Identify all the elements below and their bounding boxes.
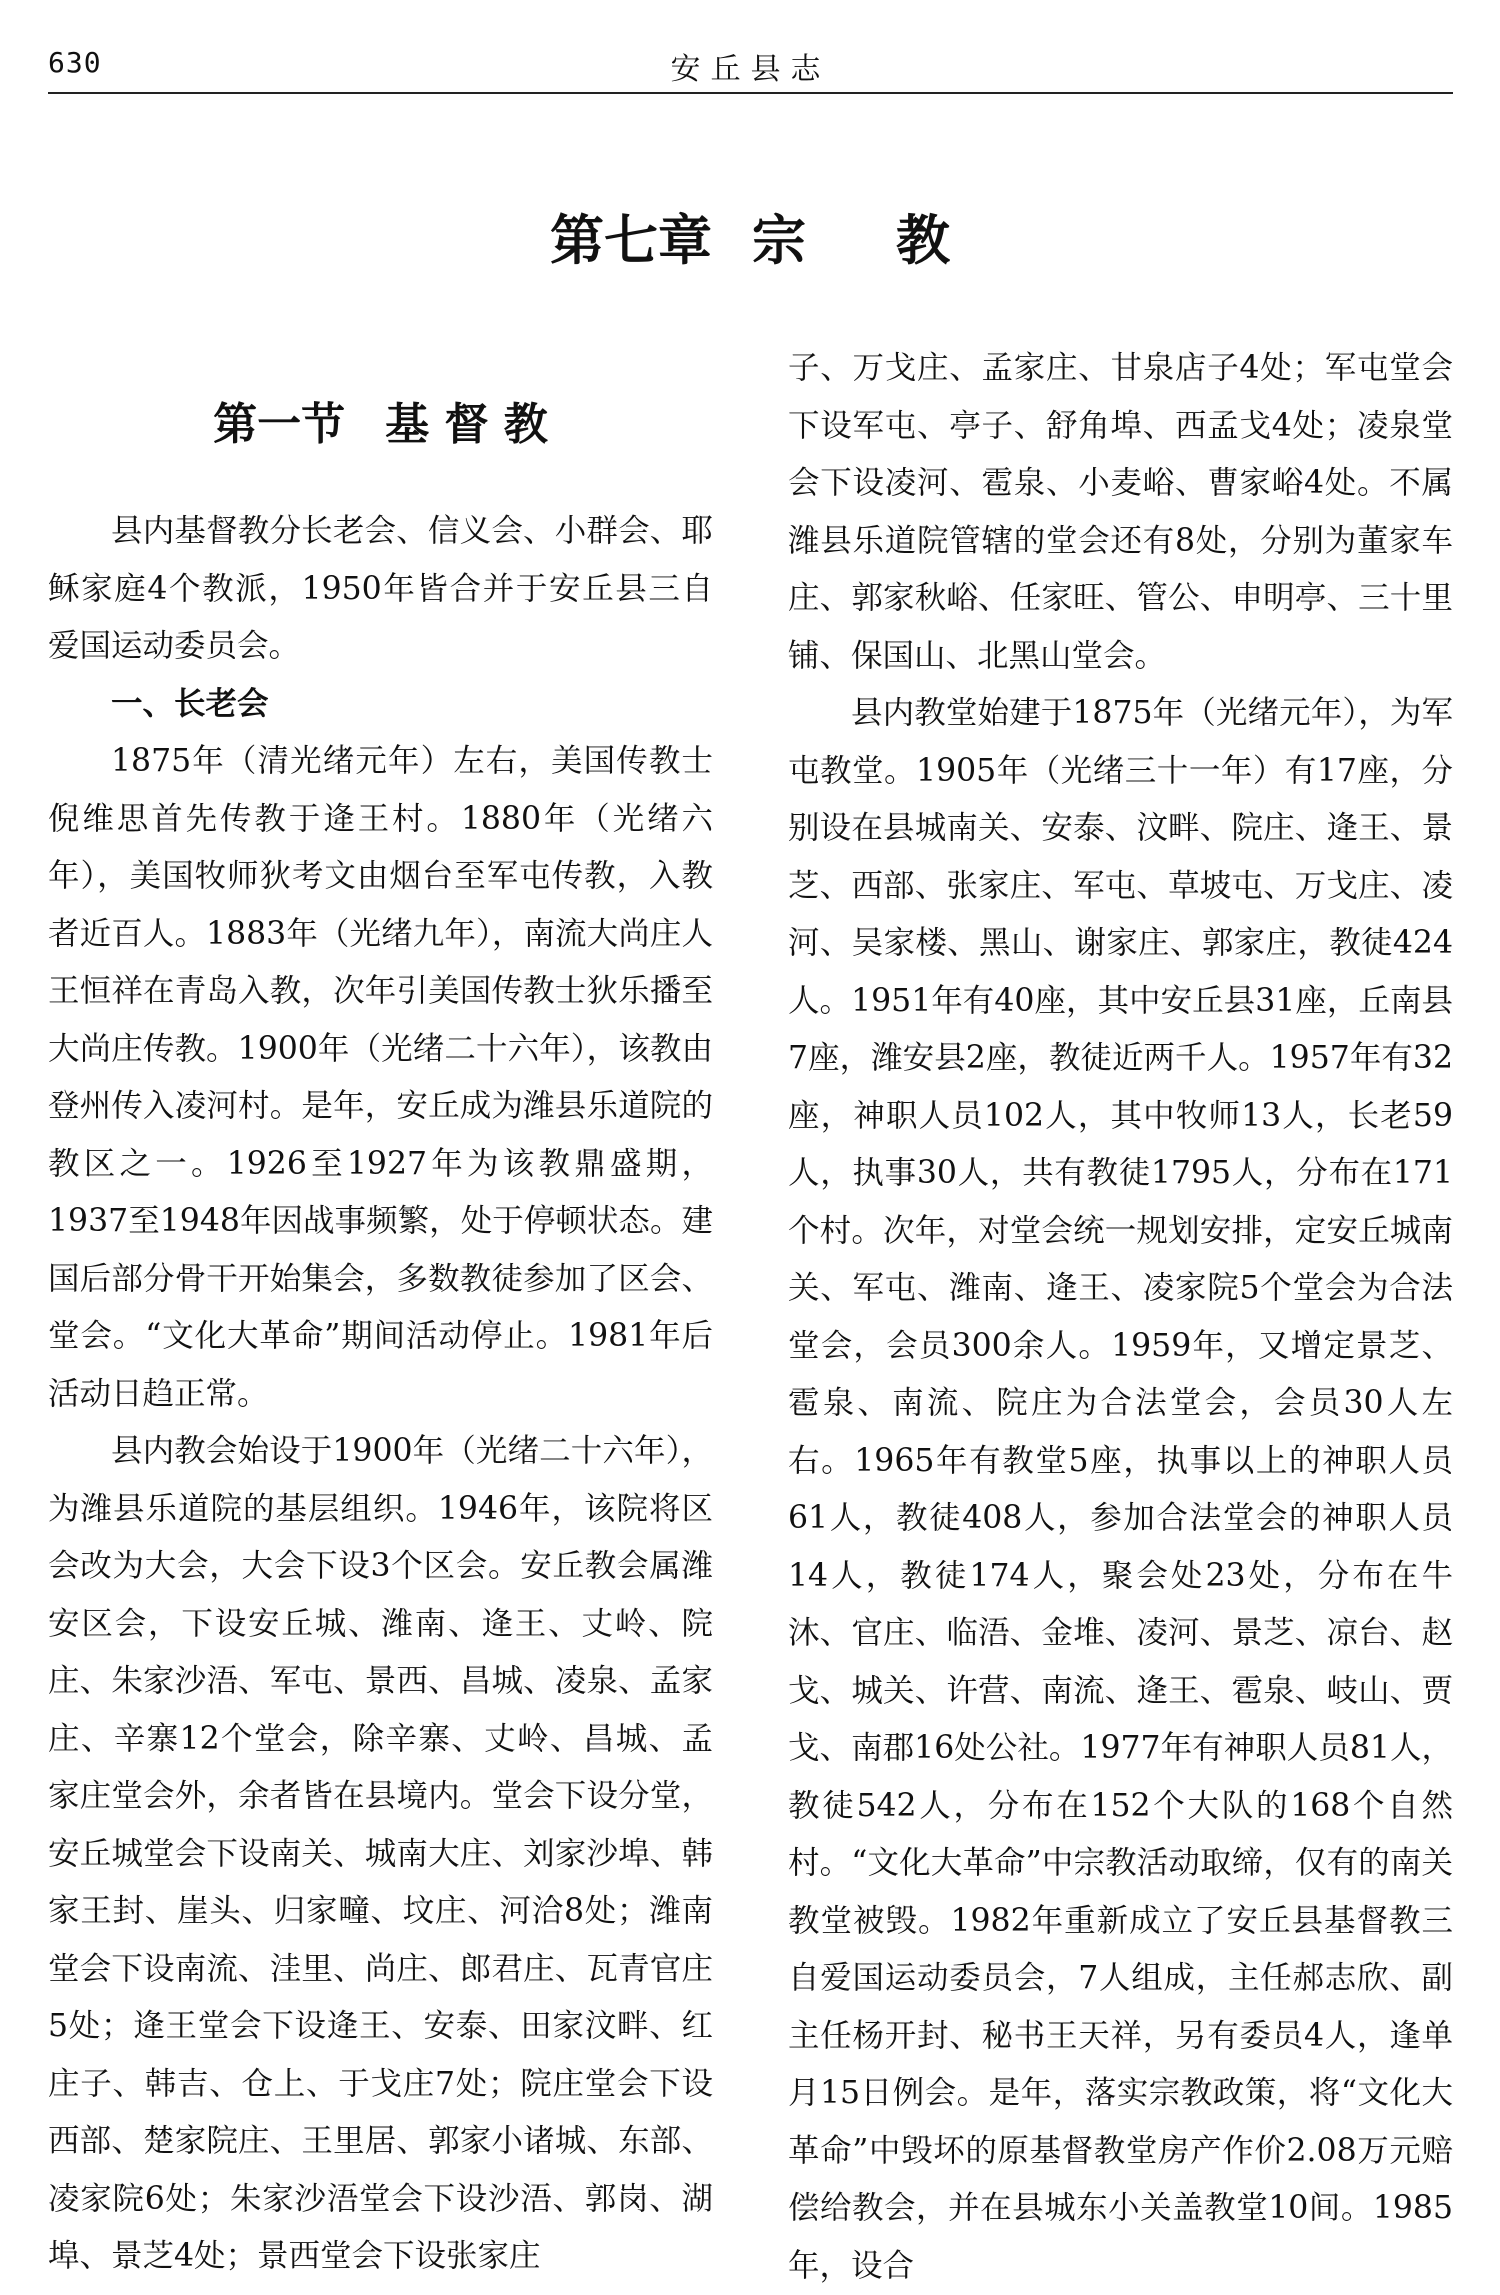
- page-header: [48, 40, 1453, 90]
- body-paragraph: 1875年（清光绪元年）左右，美国传教士倪维思首先传教于逄王村。1880年（光绪六年），美国牧师狄考文由烟台至军屯传教，入教者近百人。1883年（光绪九年），南流大尚庄人王恒祥在青岛入教，次年引美国传教士狄乐播至大尚庄传教。1900年（光绪二十六年），该教由登州传入凌河村。是年，安丘成为潍县乐道院的教区之一。1926至1927年为该教鼎盛期，1937至1948年因战事频繁，处于停顿状态。建国后部分骨干开始集会，多数教徒参加了区会、堂会。“文化大革命”期间活动停止。1981年后活动日趋正常。: [48, 743, 713, 1412]
- intro-paragraph: 县内基督教分长老会、信义会、小群会、耶稣家庭4个教派，1950年皆合并于安丘县三自爱国运动委员会。: [48, 513, 713, 664]
- chapter-title-b: 教: [896, 208, 950, 272]
- body-paragraph: 县内教会始设于1900年（光绪二十六年），为潍县乐道院的基层组织。1946年，该院将区会改为大会，大会下设3个区会。安丘教会属潍安区会，下设安丘城、潍南、逄王、丈岭、院庄、朱家沙浯、军屯、景西、昌城、凌泉、孟家庄、辛寨12个堂会，除辛寨、丈岭、昌城、孟家庄堂会外，余者皆在县境内。堂会下设分堂，安丘城堂会下设南关、城南大庄、刘家沙埠、韩家王封、崖头、归家疃、坟庄、河洽8处；潍南堂会下设南流、洼里、尚庄、郎君庄、瓦青官庄5处；逄王堂会下设逄王、安泰、田家汶畔、红庄子、韩吉、仓上、于戈庄7处；院庄堂会下设西部、楚家院庄、王里居、郭家小诸城、东部、凌家院6处；朱家沙浯堂会下设沙浯、郭岗、湖埠、景芝4处；景西堂会下设张家庄: [48, 1433, 713, 2274]
- running-title: 安丘县志: [670, 52, 831, 87]
- section-label: 第一节: [213, 399, 346, 450]
- continued-paragraph: 子、万戈庄、孟家庄、甘泉店子4处；军屯堂会下设军屯、亭子、舒角埠、西孟戈4处；凌泉堂会下设凌河、雹泉、小麦峪、曹家峪4处。不属潍县乐道院管辖的堂会还有8处，分别为董家车庄、郭家秋峪、任家旺、管公、申明亭、三十里铺、保国山、北黑山堂会。: [788, 350, 1453, 674]
- chapter-title: [0, 198, 1500, 275]
- section-name: 基 督 教: [385, 399, 548, 450]
- subsection-heading: 一、长老会: [111, 685, 269, 722]
- section-title: [48, 388, 713, 452]
- page-number: 630: [48, 46, 102, 79]
- left-column: [48, 503, 713, 2286]
- right-column: [788, 340, 1453, 2295]
- body-paragraph: 县内教堂始建于1875年（光绪元年），为军屯教堂。1905年（光绪三十一年）有17座，分别设在县城南关、安泰、汶畔、院庄、逄王、景芝、西部、张家庄、军屯、草坡屯、万戈庄、凌河、吴家楼、黑山、谢家庄、郭家庄，教徒424人。1951年有40座，其中安丘县31座，丘南县7座，潍安县2座，教徒近两千人。1957年有32座，神职人员102人，其中牧师13人，长老59人，执事30人，共有教徒1795人，分布在171个村。次年，对堂会统一规划安排，定安丘城南关、军屯、潍南、逄王、凌家院5个堂会为合法堂会，会员300余人。1959年，又增定景芝、雹泉、南流、院庄为合法堂会，会员30人左右。1965年有教堂5座，执事以上的神职人员61人，教徒408人，参加合法堂会的神职人员14人，教徒174人，聚会处23处，分布在牛沐、官庄、临浯、金堆、凌河、景芝、凉台、赵戈、城关、许营、南流、逄王、雹泉、岐山、贾戈、南郡16处公社。1977年有神职人员81人，教徒542人，分布在152个大队的168个自然村。“文化大革命”中宗教活动取缔，仅有的南关教堂被毁。1982年重新成立了安丘县基督教三自爱国运动委员会，7人组成，主任郝志欣、副主任杨开封、秘书王天祥，另有委员4人，逢单月15日例会。是年，落实宗教政策，将“文化大革命”中毁坏的原基督教堂房产作价2.08万元赔偿给教会，并在县城东小关盖教堂10间。1985年，设合: [788, 695, 1453, 2284]
- header-rule: [48, 92, 1453, 94]
- chapter-title-a: 宗: [752, 208, 806, 272]
- chapter-label: 第七章: [550, 208, 712, 272]
